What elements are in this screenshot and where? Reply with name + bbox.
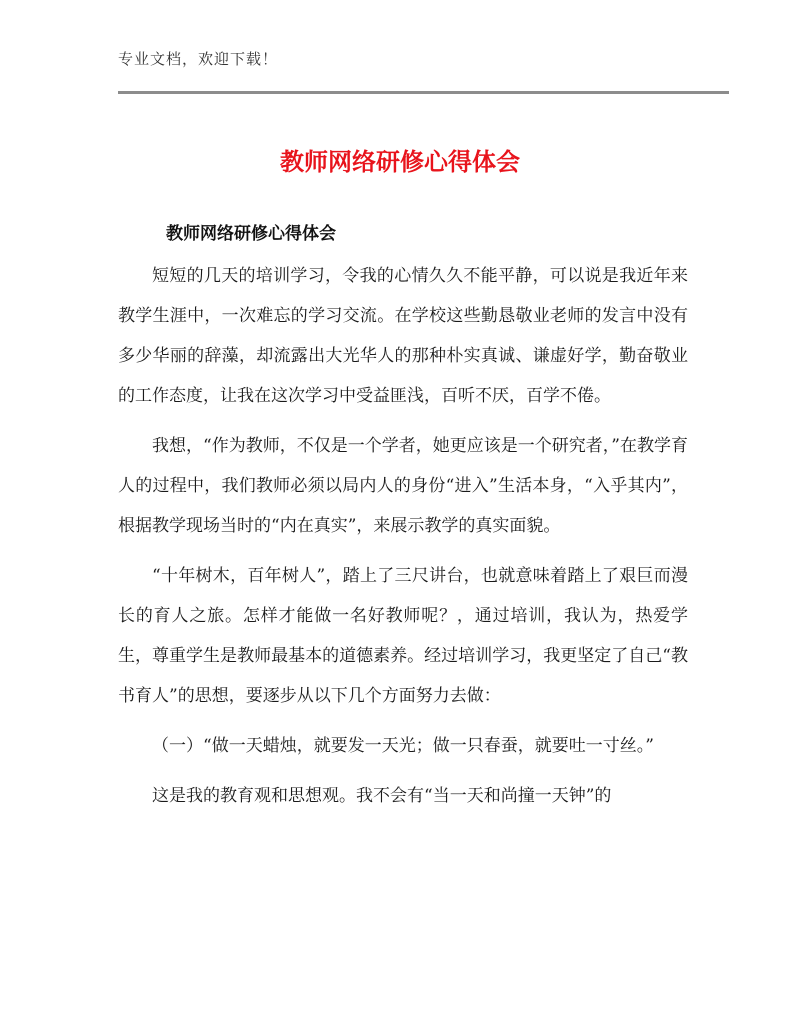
paragraph-4: （一）“做一天蜡烛，就要发一天光；做一只春蚕，就要吐一寸丝。” [152,736,654,756]
paragraph-5: 这是我的教育观和思想观。我不会有“当一天和尚撞一天钟”的 [152,786,612,806]
paragraph-2: 我想，“作为教师，不仅是一个学者，她更应该是一个研究者，”在教学育人的过程中，我们教师必须以局内人的身份“进入”生活本身，“入乎其内”，根据教学现场当时的“内在真实”，来展示教学的真实面貌。 [118,436,688,536]
paragraph-1: 短短的几天的培训学习，令我的心情久久不能平静，可以说是我近年来教学生涯中，一次难忘的学习交流。在学校这些勤恳敬业老师的发言中没有多少华丽的辞藻，却流露出大光华人的那种朴实真诚、谦虚好学，勤奋敬业的工作态度，让我在这次学习中受益匪浅，百听不厌，百学不倦。 [118,266,688,406]
header-note: 专业文档，欢迎下载！ [118,50,279,68]
paragraph-3: “十年树木，百年树人”，踏上了三尺讲台，也就意味着踏上了艰巨而漫长的育人之旅。怎样才能做一名好教师呢？，通过培训，我认为，热爱学生，尊重学生是教师最基本的道德素养。经过培训学习，我更坚定了自己“教书育人”的思想，要逐步从以下几个方面努力去做： [118,566,688,706]
document-body [118,256,688,826]
document-title: 教师网络研修心得体会 [280,148,520,176]
header-divider [118,91,729,94]
document-subtitle: 教师网络研修心得体会 [166,224,336,244]
